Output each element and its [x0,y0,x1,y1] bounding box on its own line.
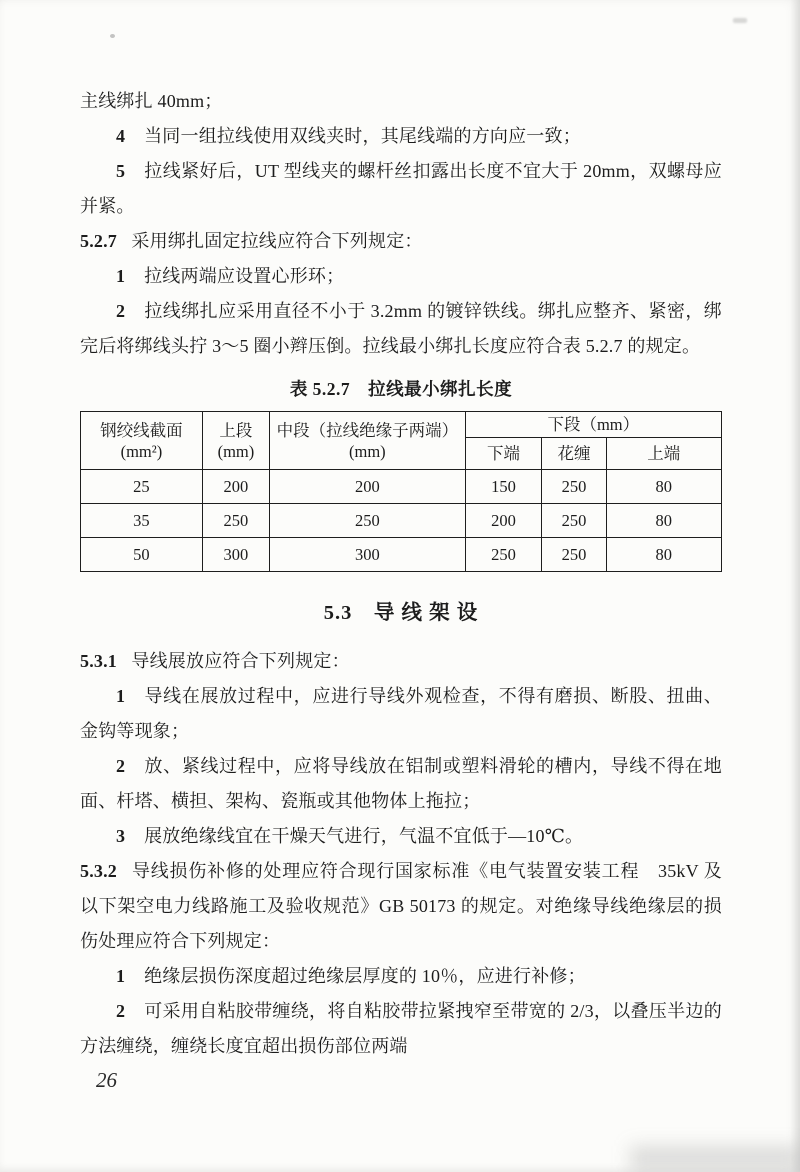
table-cell: 250 [542,470,606,504]
table-cell: 80 [606,538,721,572]
table-header-cell [202,412,269,470]
table-cell: 250 [270,504,466,538]
item-number: 2 [116,756,126,776]
table-cell: 80 [606,504,721,538]
clause-text: 导线展放应符合下列规定： [131,651,350,671]
table-cell: 35 [81,504,203,538]
item-number: 1 [116,686,126,706]
table-header-cell [81,412,203,470]
list-item-2 [80,294,722,364]
table-cell: 25 [81,470,203,504]
table-cell: 250 [202,504,269,538]
item-number: 1 [116,266,126,286]
scan-artifact [790,0,800,1172]
section-heading-5-3: 5.3 导 线 架 设 [323,602,479,624]
list-item-1 [80,679,722,749]
table-body [81,470,722,572]
paragraph-continuation: 主线绑扎 40mm； [80,91,223,111]
scan-artifact [110,34,115,38]
table-subheader-cell: 上端 [606,438,721,470]
table-cell: 250 [465,538,542,572]
table-subheader-cell: 下端 [465,438,542,470]
table-cell: 300 [270,538,466,572]
header-line: 中段（拉线绝缘子两端） [276,420,459,440]
clause-text: 导线损伤补修的处理应符合现行国家标准《电气装置安装工程 35kV 及以下架空电力线路施工及验收规范》GB 50173 的规定。对绝缘导线绝缘层的损伤处理应符合下列规定： [80,861,722,951]
clause-number: 5.2.7 [80,231,117,251]
page-number: 26 [96,1068,117,1092]
table-cell: 200 [202,470,269,504]
clause-number: 5.3.1 [80,651,117,671]
table-cell: 80 [606,470,721,504]
item-text: 当同一组拉线使用双线夹时，其尾线端的方向应一致； [144,126,581,146]
item-text: 展放绝缘线宜在干燥天气进行，气温不宜低于—10℃。 [144,826,584,846]
table-cell: 300 [202,538,269,572]
header-line: 钢绞线截面 [100,420,183,440]
list-item-1 [80,959,722,994]
header-line: (mm) [217,441,255,461]
item-text: 绝缘层损伤深度超过绝缘层厚度的 10％，应进行补修； [144,966,586,986]
list-item-5 [80,154,722,224]
item-number: 3 [116,826,126,846]
clause-text: 采用绑扎固定拉线应符合下列规定： [131,231,423,251]
table-subheader-cell: 花缠 [542,438,606,470]
table-cell: 200 [270,470,466,504]
item-text: 导线在展放过程中，应进行导线外观检查，不得有磨损、断股、扭曲、金钩等现象； [80,686,722,741]
clause-5-3-1 [80,644,722,679]
item-number: 2 [116,301,126,321]
table-header-cell [270,412,466,470]
table-row [81,470,722,504]
clause-5-3-2 [80,854,722,959]
scan-artifact [630,1146,800,1172]
binding-length-table [80,411,722,572]
list-item-1 [80,259,722,294]
item-text: 拉线两端应设置心形环； [144,266,345,286]
table-cell: 200 [465,504,542,538]
table-cell: 250 [542,504,606,538]
item-text: 拉线紧好后，UT 型线夹的螺杆丝扣露出长度不宜大于 20mm，双螺母应并紧。 [80,161,722,216]
item-number: 5 [116,161,126,181]
list-item-4 [80,119,722,154]
page-content [80,84,722,1064]
item-number: 4 [116,126,126,146]
list-item-2 [80,749,722,819]
table-cell: 50 [81,538,203,572]
item-number: 1 [116,966,126,986]
table-header-cell: 下段（mm） [465,412,721,438]
clause-5-2-7 [80,224,722,259]
scan-artifact [733,18,747,23]
clause-number: 5.3.2 [80,861,117,881]
table-row [81,538,722,572]
table-row [81,504,722,538]
list-item-2 [80,994,722,1064]
table-cell: 250 [542,538,606,572]
item-text: 放、紧线过程中，应将导线放在铝制或塑料滑轮的槽内，导线不得在地面、杆塔、横担、架构、瓷瓶或其他物体上拖拉； [80,756,722,811]
item-text: 拉线绑扎应采用直径不小于 3.2mm 的镀锌铁线。绑扎应整齐、紧密，绑完后将绑线头拧 3～5 圈小辫压倒。拉线最小绑扎长度应符合表 5.2.7 的规定。 [80,301,722,356]
table-cell: 150 [465,470,542,504]
item-number: 2 [116,1001,126,1021]
table-caption: 表 5.2.7 拉线最小绑扎长度 [289,379,513,399]
list-item-3 [80,819,722,854]
header-line: 上段 [219,420,253,440]
header-line: (mm) [348,441,386,461]
item-text: 可采用自粘胶带缠绕，将自粘胶带拉紧拽窄至带宽的 2/3，以叠压半边的方法缠绕，缠绕长度宜超出损伤部位两端 [80,1001,722,1056]
header-line: (mm²) [120,441,163,461]
